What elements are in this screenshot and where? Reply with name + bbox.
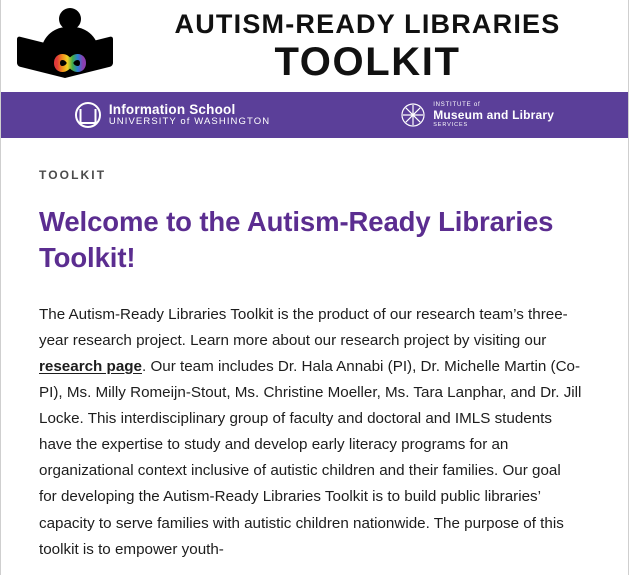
uw-information-school-logo-icon xyxy=(75,102,101,128)
reader-head-icon xyxy=(59,8,81,30)
research-page-link[interactable]: research page xyxy=(39,357,142,375)
imls-logo-icon xyxy=(400,102,426,128)
imls-name-line3: SERVICES xyxy=(433,121,469,128)
uw-ischool-logo[interactable] xyxy=(75,102,270,128)
uw-ischool-university: UNIVERSITY of WASHINGTON xyxy=(108,116,271,128)
masthead-title xyxy=(125,8,628,84)
eyebrow-label: TOOLKIT xyxy=(39,168,107,182)
intro-paragraph-part1: The Autism-Ready Libraries Toolkit is the product of our research team’s three-year research project. Learn more about our research project by visiting our xyxy=(39,305,568,349)
imls-name-line2: Museum and Library xyxy=(433,107,555,122)
imls-name-line1: INSTITUTE of xyxy=(433,102,481,109)
masthead-title-line1: AUTISM-READY LIBRARIES xyxy=(174,8,561,39)
toolkit-logo-icon xyxy=(17,6,113,86)
masthead-title-line2: TOOLKIT xyxy=(274,39,461,84)
main-content xyxy=(1,138,628,563)
imls-logo[interactable] xyxy=(400,102,554,128)
infinity-symbol-icon xyxy=(43,50,97,76)
partner-bar xyxy=(1,92,628,138)
intro-paragraph-part2: . Our team includes Dr. Hala Annabi (PI), Dr. Michelle Martin (Co-PI), Ms. Milly Romeijn-Stout, Ms. Christine Moeller, Ms. Tara Lanphar, and Dr. Jill Locke. This interdisciplinary group of faculty and doctoral and IMLS students have the expertise to study and develop early literacy programs for an organizational context inclusive of autistic children and their families. Our goal for developing the Autism-Ready Libraries Toolkit is to build public libraries’ capacity to serve families with autistic children nationwide. The purpose of this toolkit is to empower youth- xyxy=(39,357,582,558)
intro-paragraph xyxy=(39,302,582,563)
masthead xyxy=(1,0,628,92)
uw-ischool-name: Information School xyxy=(108,102,236,118)
page-title: Welcome to the Autism-Ready Libraries Toolkit! xyxy=(39,206,554,273)
